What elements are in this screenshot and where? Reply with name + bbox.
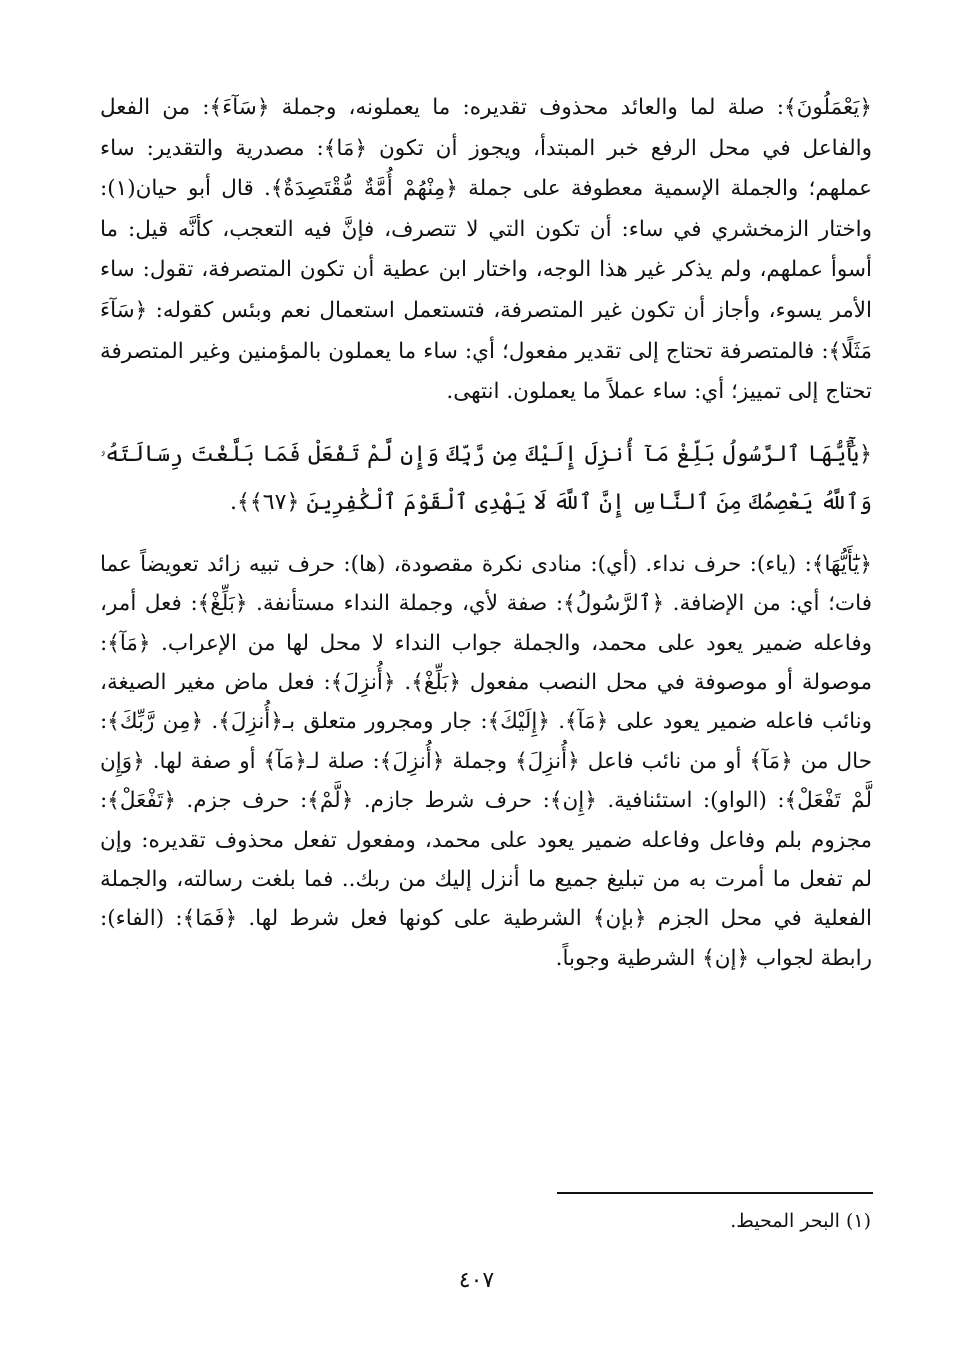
quran-verse: ﴿يَٰٓأَيُّهَا ٱلرَّسُولُ بَلِّغْ مَآ أُنزِلَ إِلَيْكَ مِن رَّبِّكَ وَإِن لَّمْ تَفْعَلْ فَمَا بَلَّغْتَ رِسَالَتَهُۥ وَٱللَّهُ يَعْصِمُكَ مِنَ ٱلنَّاسِ إِنَّ ٱللَّهَ لَا يَهْدِى ٱلْقَوْمَ ٱلْكَٰفِرِينَ ﴿٦٧﴾﴾. — [100, 441, 872, 515]
page-number: ٤٠٧ — [458, 1268, 495, 1293]
commentary-paragraph-2: ﴿يَٰٓأَيُّهَا﴾: (ياء): حرف نداء. (أي): منادى نكرة مقصودة، (ها): حرف تبيه زائد تعويضاً عما فات؛ أي: من الإضافة. ﴿ٱلرَّسُولُ﴾: صفة لأي، وجملة النداء مستأنفة. ﴿بَلِّغْ﴾: فعل أمر، وفاعله ضمير يعود على محمد، والجملة جواب النداء لا محل لها من الإعراب. ﴿مَآ﴾: موصولة أو موصوفة في محل النصب مفعول ﴿بَلِّغْ﴾. ﴿أُنزِلَ﴾: فعل ماض مغير الصيغة، ونائب فاعله ضمير يعود على ﴿مَآ﴾. ﴿إِلَيْكَ﴾: جار ومجرور متعلق بـ﴿أُنزِلَ﴾. ﴿مِن رَّبِّكَ﴾: حال من ﴿مَآ﴾ أو من نائب فاعل ﴿أُنزِلَ﴾ وجملة ﴿أُنزِلَ﴾: صلة لـ﴿مَآ﴾ أو صفة لها. ﴿وَإِن لَّمْ تَفْعَلْ﴾: (الواو): استئنافية. ﴿إِن﴾: حرف شرط جازم. ﴿لَّمْ﴾: حرف جزم. ﴿تَفْعَلْ﴾: مجزوم بلم وفاعل وفاعله ضمير يعود على محمد، ومفعول تفعل محذوف تقديره: وإن لم تفعل ما أمرت به من تبليغ جميع ما أنزل إليك من ربك.. فما بلغت رسالته، والجملة الفعلية في محل الجزم ﴿بإن﴾ الشرطية على كونها فعل شرط لها. ﴿فَمَا﴾: (الفاء): رابطة لجواب ﴿إن﴾ الشرطية وجوباً. — [100, 551, 872, 971]
footnote: (١) البحر المحيط. — [730, 1210, 871, 1232]
commentary-paragraph-1: ﴿يَعْمَلُونَ﴾: صلة لما والعائد محذوف تقديره: ما يعملونه، وجملة ﴿سَآءَ﴾: من الفعل والفاعل في محل الرفع خبر المبتدأ، ويجوز أن تكون ﴿مَا﴾: مصدرية والتقدير: ساء عملهم؛ والجملة الإسمية معطوفة على جملة ﴿مِنْهُمْ أُمَّةٌ مُّقْتَصِدَةٌ﴾. قال أبو حيان(١): واختار الزمخشري في ساء: أن تكون التي لا تتصرف، فإنَّ فيه التعجب، كأنَّه قيل: ما أسوأ عملهم، ولم يذكر غير هذا الوجه، واختار ابن عطية أن تكون المتصرفة، تقول: ساء الأمر يسوء، وأجاز أن تكون غير المتصرفة، فتستعمل استعمال نعم وبئس كقوله: ﴿سَآءَ مَثَلًا﴾: فالمتصرفة تحتاج إلى تقدير مفعول؛ أي: ساء ما يعملون بالمؤمنين وغير المتصرفة تحتاج إلى تمييز؛ أي: ساء عملاً ما يعملون. انتهى. — [100, 95, 872, 405]
page-body — [100, 88, 872, 978]
footnote-divider — [557, 1192, 873, 1194]
